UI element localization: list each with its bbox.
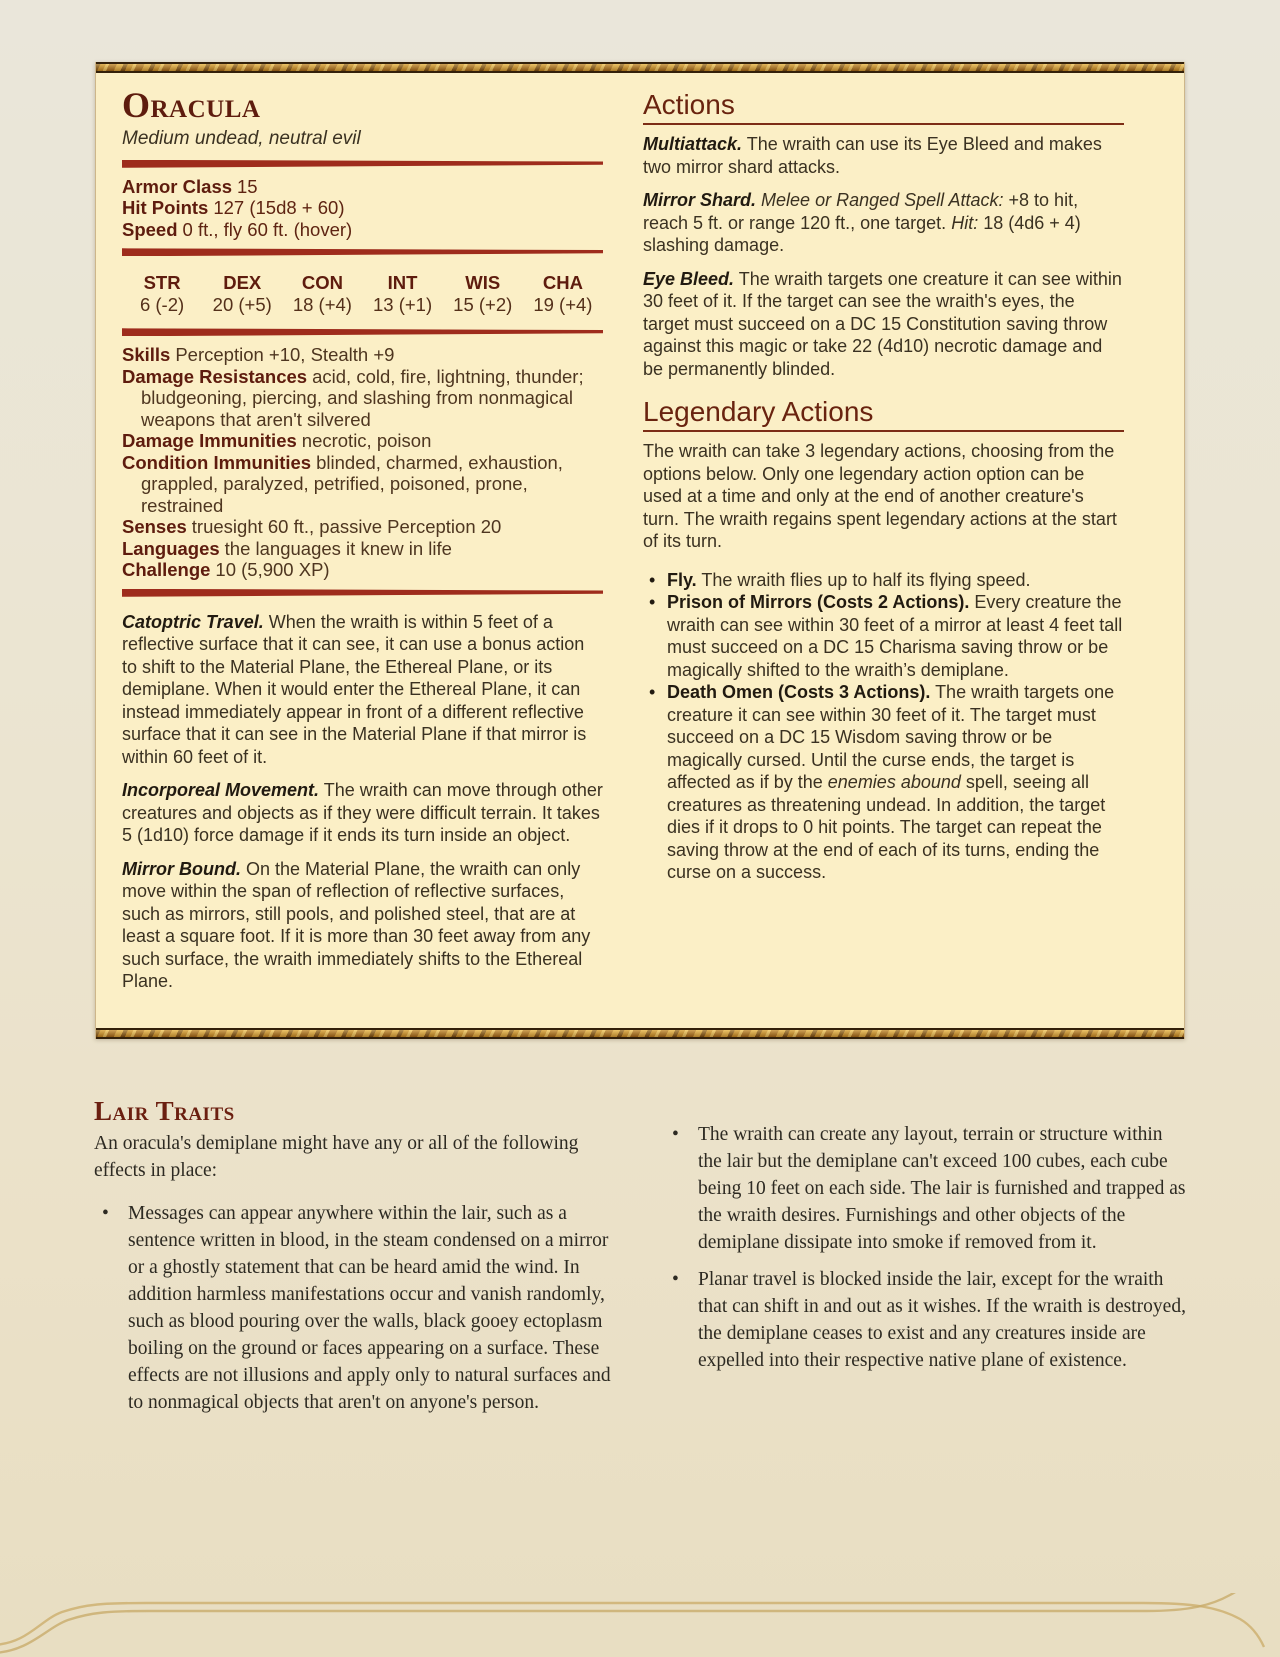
- property-label: Senses: [122, 516, 187, 538]
- action-eye-bleed: [643, 268, 1124, 381]
- ability-value: 13 (+1): [373, 294, 433, 316]
- ability-column: [443, 272, 523, 316]
- traits-list: [122, 611, 603, 993]
- property-line: [122, 516, 603, 538]
- trait-name: Catoptric Travel.: [122, 611, 264, 632]
- lair-right-column: [664, 1097, 1186, 1427]
- lair-bullet-list: [664, 1121, 1186, 1374]
- lair-bullet: • Messages can appear anywhere within the lair, such as a sentence written in blood, in the steam condensed on a mirror or a ghostly statement that can be heard amid the wind. In addition harmless manifestations occur and vanish randomly, such as blood pouring over the walls, black gooey ectoplasm boiling on the ground or faces appearing on a surface. These effects are not illusions and apply only to natural surfaces and to nonmagical objects that aren't on anyone's person.: [94, 1200, 616, 1416]
- legendary-action-death-omen: [643, 681, 1124, 884]
- property-label: Skills: [122, 344, 171, 366]
- legendary-action-fly: [643, 569, 1124, 592]
- mid-properties: [122, 344, 603, 581]
- trait-paragraph: [122, 611, 603, 769]
- property-label: Armor Class: [122, 175, 233, 197]
- trait-text: On the Material Plane, the wraith can only move within the span of reflection of reflective surfaces, such as mirrors, still pools, and polished steel, that are at least a square foot. If it is more than 30 feet away from any such surface, the wraith immediately shifts to the Ethereal Plane.: [122, 858, 591, 992]
- property-value: 10 (5,900 XP): [215, 559, 330, 581]
- property-value: the languages it knew in life: [224, 537, 452, 559]
- lair-intro: An oracula's demiplane might have any or all of the following effects in place:: [94, 1133, 579, 1182]
- action-name: Eye Bleed.: [643, 268, 735, 289]
- property-line: [122, 219, 603, 241]
- trait-paragraph: [122, 779, 603, 847]
- ability-column: [362, 272, 442, 316]
- monster-stat-block: [95, 62, 1185, 1039]
- action-name: Mirror Shard.: [643, 190, 757, 211]
- ability-value: 15 (+2): [453, 294, 513, 316]
- trait-text: When the wraith is within 5 feet of a reflective surface that it can see, it can use a bonus action to shift to the Material Plane, the Ethereal Plane, or its demiplane. When it would enter the Ethereal Plane, it can instead immediately appear in front of a different reflective surface that it can see in the Material Plane if that mirror is within 60 feet of it.: [122, 611, 587, 767]
- ability-value: 6 (-2): [139, 294, 185, 316]
- property-line: [122, 430, 603, 452]
- lair-columns: [94, 1097, 1186, 1427]
- ornate-border-bottom: [96, 1028, 1184, 1039]
- ornate-border-top: [96, 62, 1184, 73]
- legendary-action-text: The wraith targets one creature it can see within 30 feet of it. The target must succeed on a DC 15 Wisdom saving throw or be magically cursed. Until the curse ends, the target is affected as if by the: [667, 682, 1115, 793]
- property-label: Damage Immunities: [122, 430, 297, 452]
- ability-column: [202, 272, 282, 316]
- ability-column: [122, 272, 202, 316]
- legendary-actions-list: [643, 569, 1124, 884]
- legendary-action-prison-of-mirrors: [643, 591, 1124, 681]
- spell-name: enemies abound: [827, 772, 961, 793]
- tapered-divider: [122, 160, 603, 168]
- action-text: 18 (4d6 + 4) slashing damage.: [643, 212, 1081, 256]
- legendary-action-name: Prison of Mirrors (Costs 2 Actions).: [667, 592, 970, 613]
- action-mirror-shard: [643, 189, 1124, 257]
- legendary-intro: The wraith can take 3 legendary actions, choosing from the options below. Only one legendary action option can be used at a time and only at the end of another creature's turn. The wraith regains spent legendary actions at the start of its turn.: [643, 441, 1117, 552]
- property-label: Damage Resistances: [122, 365, 308, 387]
- action-name: Multiattack.: [643, 134, 743, 155]
- ability-name: WIS: [465, 272, 501, 294]
- ability-value: 18 (+4): [292, 294, 352, 316]
- ability-name: DEX: [223, 272, 262, 294]
- ability-value: 19 (+4): [533, 294, 593, 316]
- legendary-action-text: Every creature the wraith can see within 30 feet of a mirror at least 4 feet tall must succeed on a DC 15 Charisma saving throw or be magically shifted to the wraith’s demiplane.: [667, 592, 1123, 680]
- legendary-action-name: Death Omen (Costs 3 Actions).: [667, 682, 931, 703]
- legendary-action-name: Fly.: [667, 569, 697, 590]
- property-line: [122, 366, 603, 431]
- ability-name: CON: [301, 272, 343, 294]
- property-label: Condition Immunities: [122, 451, 312, 473]
- property-line: [122, 197, 603, 219]
- legendary-action-text: spell, seeing all creatures as threatening undead. In addition, the target dies if it drops to 0 hit points. The target can repeat the saving throw at the end of each of its turns, ending the curse on a success.: [667, 772, 1106, 883]
- property-line: [122, 559, 603, 581]
- ability-column: [282, 272, 362, 316]
- creature-name: Oracula: [122, 85, 261, 125]
- action-text: The wraith targets one creature it can see within 30 feet of it. If the target can see the wraith's eyes, the target must succeed on a DC 15 Constitution saving throw against this magic or take 22 (4d10) necrotic damage and be permanently blinded.: [643, 268, 1122, 379]
- action-text: +8 to hit, reach 5 ft. or range 120 ft., one target.: [643, 190, 1079, 233]
- property-value: Perception +10, Stealth +9: [175, 344, 395, 366]
- action-multiattack: [643, 133, 1124, 178]
- top-properties: [122, 176, 603, 241]
- property-line: [122, 176, 603, 198]
- property-value: necrotic, poison: [301, 430, 432, 452]
- bottom-flourish-ornament: [0, 1593, 1280, 1657]
- trait-paragraph: [122, 858, 603, 993]
- property-value: acid, cold, fire, lightning, thunder; bludgeoning, piercing, and slashing from nonmagical weapons that aren't silvered: [141, 365, 584, 430]
- trait-name: Mirror Bound.: [122, 858, 241, 879]
- legendary-actions-heading: Legendary Actions: [643, 396, 1124, 432]
- lair-bullet-list: [94, 1200, 616, 1416]
- tapered-divider: [122, 589, 603, 597]
- attack-type: Melee or Ranged Spell Attack:: [761, 190, 1004, 211]
- property-value: 15: [237, 175, 258, 197]
- ability-name: CHA: [542, 272, 583, 294]
- property-label: Languages: [122, 537, 220, 559]
- ability-scores-table: [122, 272, 603, 316]
- property-label: Challenge: [122, 559, 211, 581]
- property-label: Speed: [122, 218, 178, 240]
- trait-text: The wraith can move through other creatures and objects as if they were difficult terrain. It takes 5 (1d10) force damage if it ends its turn inside an object.: [122, 780, 603, 846]
- hit-label: Hit:: [951, 212, 979, 233]
- lair-traits-section: [94, 1097, 1186, 1427]
- property-line: [122, 538, 603, 560]
- tapered-divider: [122, 248, 603, 256]
- lair-traits-heading: Lair Traits: [94, 1095, 235, 1126]
- tapered-divider: [122, 328, 603, 336]
- property-value: 0 ft., fly 60 ft. (hover): [182, 218, 353, 240]
- creature-type: Medium undead, neutral evil: [122, 127, 361, 149]
- stat-block-right-column: [643, 87, 1124, 1004]
- lair-bullet: • Planar travel is blocked inside the lair, except for the wraith that can shift in and out as it wishes. If the wraith is destroyed, the demiplane ceases to exist and any creatures inside are expelled into their respective native plane of existence.: [664, 1266, 1186, 1374]
- stat-block-left-column: [122, 87, 603, 1004]
- lair-bullet: • The wraith can create any layout, terrain or structure within the lair but the demiplane can't exceed 100 cubes, each cube being 10 feet on each side. The lair is furnished and trapped as the wraith desires. Furnishings and other objects of the demiplane dissipate into smoke if removed from it.: [664, 1121, 1186, 1256]
- lair-left-column: [94, 1097, 616, 1427]
- trait-name: Incorporeal Movement.: [122, 780, 320, 801]
- ability-name: STR: [143, 272, 181, 294]
- ability-column: [523, 272, 603, 316]
- property-value: blinded, charmed, exhaustion, grappled, paralyzed, petrified, poisoned, prone, restrained: [141, 451, 563, 516]
- property-line: [122, 344, 603, 366]
- property-label: Hit Points: [122, 197, 209, 219]
- legendary-action-text: The wraith flies up to half its flying speed.: [701, 569, 1031, 590]
- property-line: [122, 452, 603, 517]
- ability-value: 20 (+5): [212, 294, 272, 316]
- ability-name: INT: [387, 272, 418, 294]
- stat-block-body: [96, 73, 1184, 1028]
- property-value: truesight 60 ft., passive Perception 20: [191, 516, 502, 538]
- actions-heading: Actions: [643, 89, 1124, 125]
- property-value: 127 (15d8 + 60): [213, 197, 345, 219]
- action-text: The wraith can use its Eye Bleed and makes two mirror shard attacks.: [643, 134, 1102, 177]
